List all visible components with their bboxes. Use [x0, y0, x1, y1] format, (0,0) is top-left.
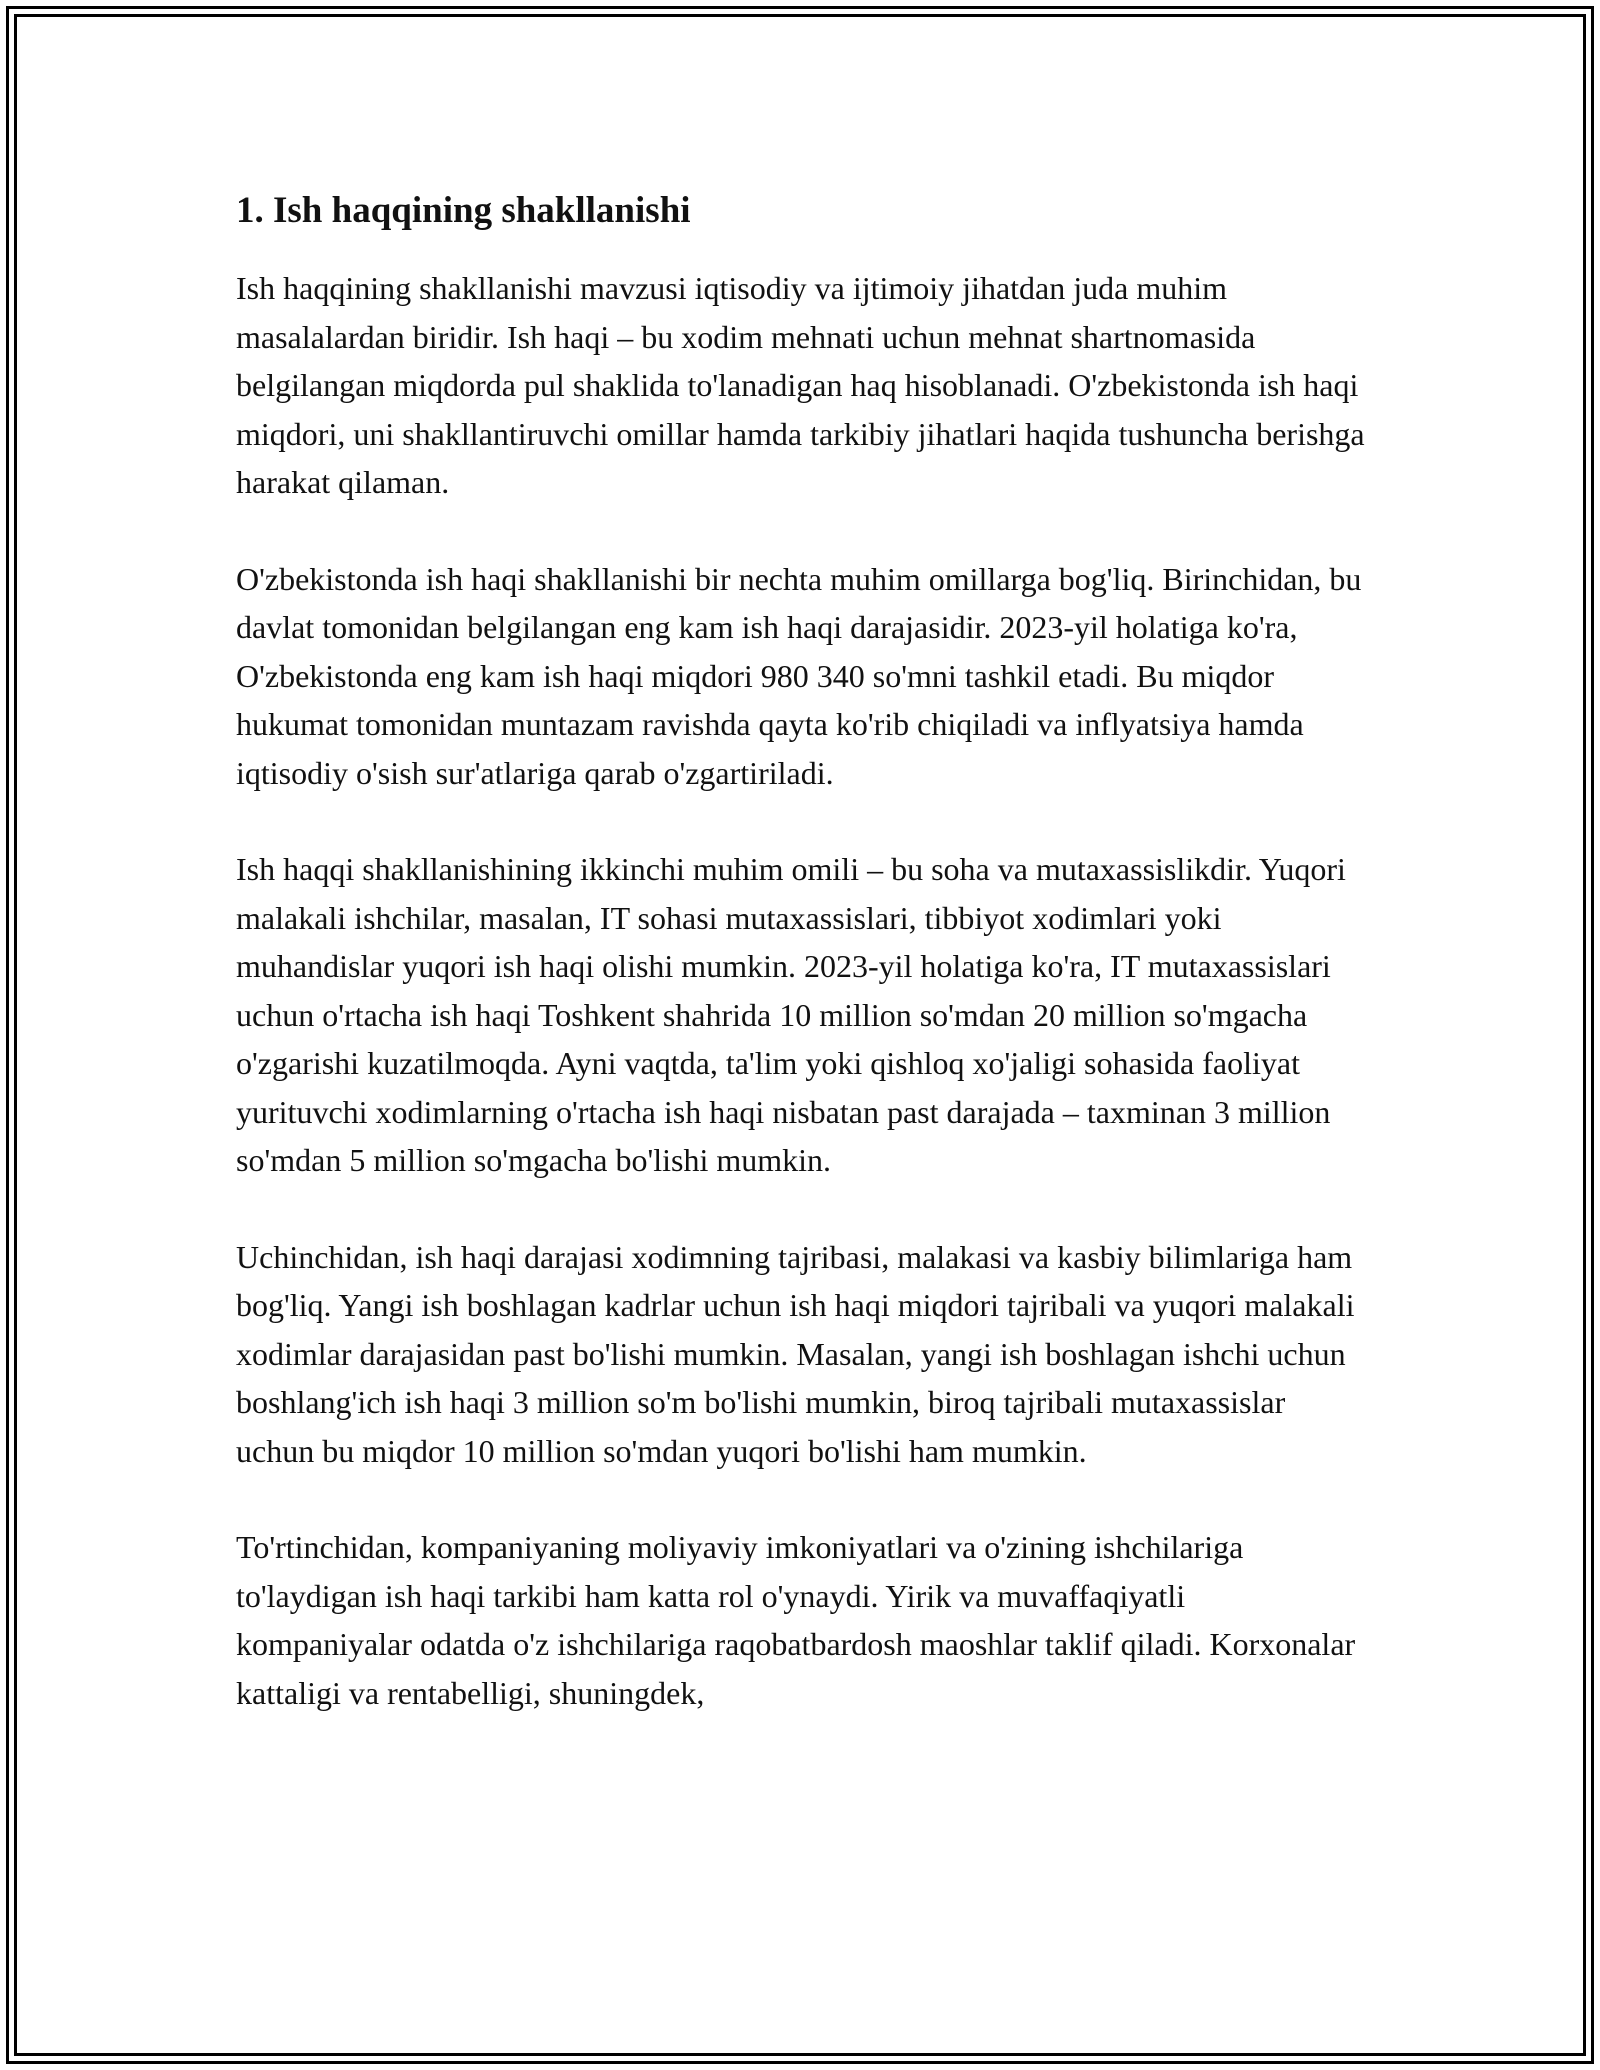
section-heading: 1. Ish haqqining shakllanishi: [236, 190, 691, 231]
document-body: [236, 186, 1366, 1765]
paragraph-experience: Uchinchidan, ish haqi darajasi xodimning tajribasi, malakasi va kasbiy bilimlariga ham bog'liq. Yangi ish boshlagan kadrlar uchun ish haqi miqdori tajribali va yuqori malakali xodimlar darajasidan past bo'lishi mumkin. Masalan, yangi ish boshlagan ishchi uchun boshlang'ich ish haqi 3 million so'm bo'lishi mumkin, biroq tajribali mutaxassislar uchun bu miqdor 10 million so'mdan yuqori bo'lishi ham mumkin.: [236, 1238, 1355, 1469]
paragraph-sector-specialty: Ish haqqi shakllanishining ikkinchi muhim omili – bu soha va mutaxassislikdir. Yuqori malakali ishchilar, masalan, IT sohasi mutaxassislari, tibbiyot xodimlari yoki muhandislar yuqori ish haqi olishi mumkin. 2023-yil holatiga ko'ra, IT mutaxassislari uchun o'rtacha ish haqi Toshkent shahrida 10 million so'mdan 20 million so'mgacha o'zgarishi kuzatilmoqda. Ayni vaqtda, ta'lim yoki qishloq xo'jaligi sohasida faoliyat yurituvchi xodimlarning o'rtacha ish haqi nisbatan past darajada – taxminan 3 million so'mdan 5 million so'mgacha bo'lishi mumkin.: [236, 851, 1346, 1178]
paragraph-intro: Ish haqqining shakllanishi mavzusi iqtisodiy va ijtimoiy jihatdan juda muhim masalalardan biridir. Ish haqi – bu xodim mehnati uchun mehnat shartnomasida belgilangan miqdorda pul shaklida to'lanadigan haq hisoblanadi. O'zbekistonda ish haqi miqdori, uni shakllantiruvchi omillar hamda tarkibiy jihatlari haqida tushuncha berishga harakat qilaman.: [236, 270, 1365, 500]
paragraph-company-finances: To'rtinchidan, kompaniyaning moliyaviy imkoniyatlari va o'zining ishchilariga to'laydigan ish haqi tarkibi ham katta rol o'ynaydi. Yirik va muvaffaqiyatli kompaniyalar odatda o'z ishchilariga raqobatbardosh maoshlar taklif qiladi. Korxonalar kattaligi va rentabelligi, shuningdek,: [236, 1529, 1356, 1711]
paragraph-minimum-wage: O'zbekistonda ish haqi shakllanishi bir nechta muhim omillarga bog'liq. Birinchidan, bu davlat tomonidan belgilangan eng kam ish haqi darajasidir. 2023-yil holatiga ko'ra, O'zbekistonda eng kam ish haqi miqdori 980 340 so'mni tashkil etadi. Bu miqdor hukumat tomonidan muntazam ravishda qayta ko'rib chiqiladi va inflyatsiya hamda iqtisodiy o'sish sur'atlariga qarab o'zgartiriladi.: [236, 560, 1362, 791]
